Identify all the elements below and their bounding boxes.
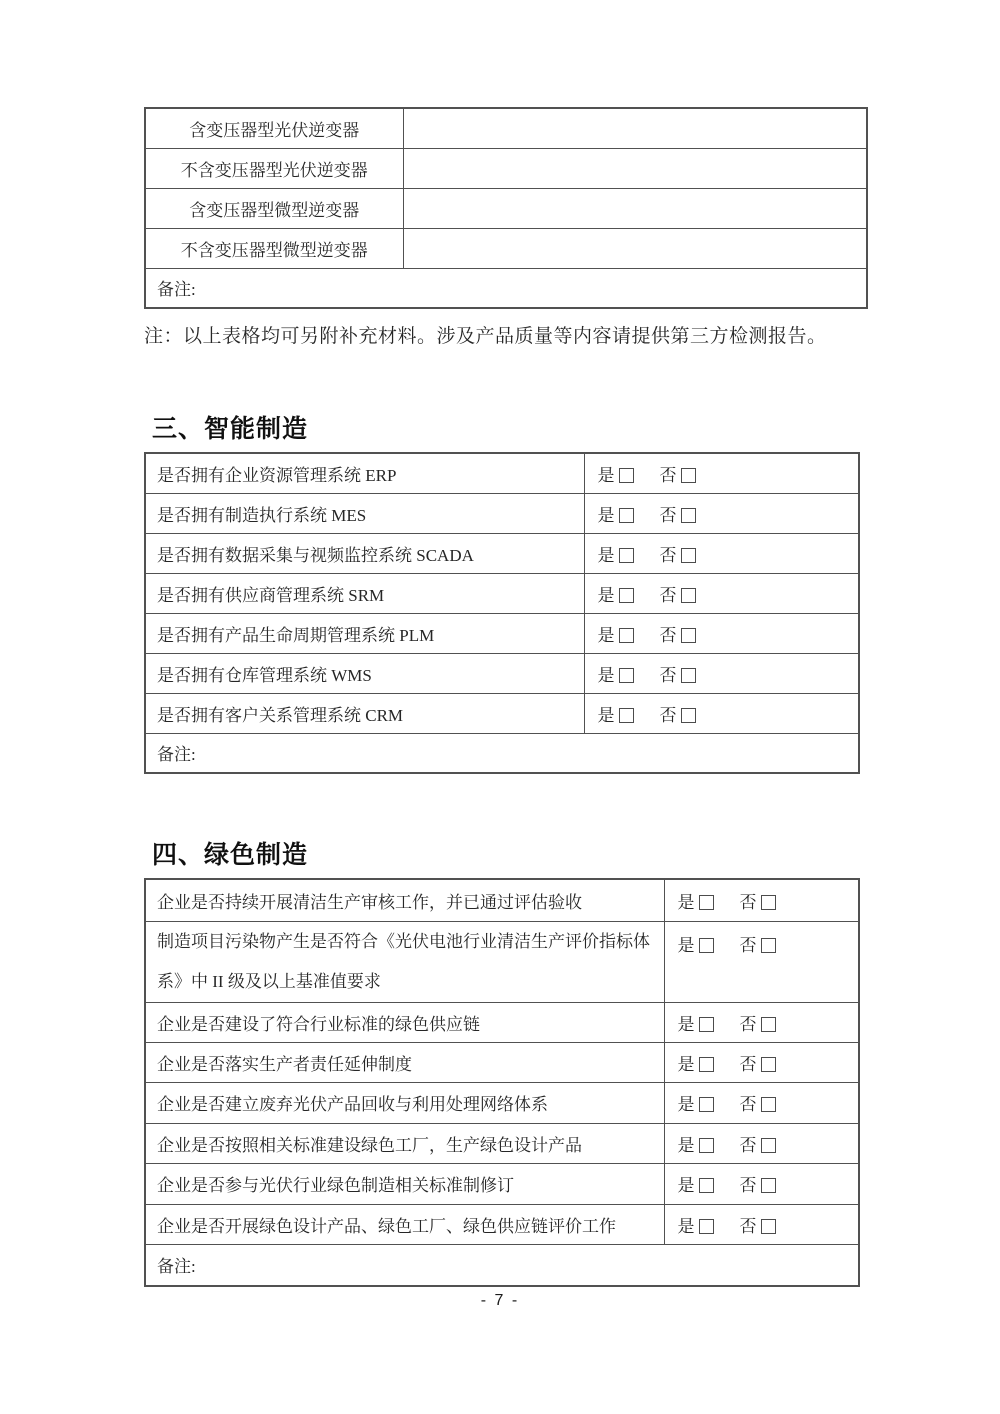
no-checkbox[interactable] <box>761 1017 776 1032</box>
yes-option <box>678 1212 714 1237</box>
answer-cell <box>664 921 859 1002</box>
product-label: 不含变压器型微型逆变器 <box>145 228 403 268</box>
yes-label: 是 <box>597 585 615 605</box>
answer-cell <box>584 693 859 733</box>
yes-checkbox[interactable] <box>699 1219 714 1234</box>
table-row <box>145 108 867 148</box>
question-row <box>145 533 859 573</box>
yes-option <box>598 461 634 486</box>
question-label: 是否拥有产品生命周期管理系统 PLM <box>145 613 584 653</box>
no-option <box>740 1010 776 1035</box>
no-option <box>740 1171 776 1196</box>
yes-option <box>678 1090 714 1115</box>
question-row <box>145 453 859 493</box>
no-option <box>660 661 696 686</box>
no-checkbox[interactable] <box>681 628 696 643</box>
question-label: 企业是否持续开展清洁生产审核工作，并已通过评估验收 <box>145 879 664 921</box>
yes-option <box>678 1050 714 1075</box>
smart-manufacturing-table <box>144 452 860 774</box>
yes-checkbox[interactable] <box>699 1017 714 1032</box>
no-label: 否 <box>659 625 677 645</box>
question-row <box>145 1163 859 1204</box>
question-row <box>145 1123 859 1163</box>
question-row <box>145 613 859 653</box>
product-value-cell[interactable] <box>403 188 867 228</box>
question-label: 是否拥有制造执行系统 MES <box>145 493 584 533</box>
yes-checkbox[interactable] <box>699 1097 714 1112</box>
answer-cell <box>584 573 859 613</box>
question-row <box>145 573 859 613</box>
no-option <box>740 1212 776 1237</box>
no-label: 否 <box>739 1095 757 1114</box>
product-label: 含变压器型微型逆变器 <box>145 188 403 228</box>
no-option <box>740 1131 776 1156</box>
answer-cell <box>584 453 859 493</box>
yes-option <box>598 661 634 686</box>
no-option <box>660 461 696 486</box>
no-checkbox[interactable] <box>761 1057 776 1072</box>
answer-cell <box>664 1163 859 1204</box>
table-row <box>145 148 867 188</box>
yes-label: 是 <box>597 545 615 565</box>
yes-checkbox[interactable] <box>699 938 714 953</box>
no-label: 否 <box>659 505 677 525</box>
answer-cell <box>664 1204 859 1244</box>
no-label: 否 <box>739 892 757 912</box>
yes-checkbox[interactable] <box>699 1178 714 1193</box>
no-option <box>740 1050 776 1075</box>
section-heading-green-manufacturing: 四、绿色制造 <box>152 841 309 869</box>
yes-label: 是 <box>677 1054 695 1074</box>
yes-checkbox[interactable] <box>619 468 634 483</box>
no-label: 否 <box>659 665 677 685</box>
question-label: 企业是否建设了符合行业标准的绿色供应链 <box>145 1002 664 1042</box>
product-label: 不含变压器型光伏逆变器 <box>145 148 403 188</box>
question-label: 是否拥有数据采集与视频监控系统 SCADA <box>145 533 584 573</box>
yes-option <box>598 581 634 606</box>
no-label: 否 <box>739 1054 757 1074</box>
no-label: 否 <box>659 465 677 485</box>
no-option <box>660 581 696 606</box>
answer-cell <box>584 493 859 533</box>
no-option <box>660 541 696 566</box>
no-option <box>660 501 696 526</box>
remark-row <box>145 1244 859 1286</box>
question-label: 企业是否开展绿色设计产品、绿色工厂、绿色供应链评价工作 <box>145 1204 664 1244</box>
yes-checkbox[interactable] <box>699 895 714 910</box>
table-row <box>145 228 867 268</box>
yes-checkbox[interactable] <box>619 668 634 683</box>
answer-cell <box>664 879 859 921</box>
no-checkbox[interactable] <box>681 548 696 563</box>
yes-checkbox[interactable] <box>699 1138 714 1153</box>
question-label: 是否拥有客户关系管理系统 CRM <box>145 693 584 733</box>
no-checkbox[interactable] <box>681 588 696 603</box>
question-row <box>145 1042 859 1082</box>
yes-label: 是 <box>677 1216 695 1236</box>
yes-label: 是 <box>677 1095 695 1114</box>
no-label: 否 <box>659 545 677 565</box>
remark-cell[interactable]: 备注: <box>145 268 867 308</box>
no-option <box>740 888 776 913</box>
remark-row <box>145 733 859 773</box>
yes-label: 是 <box>677 892 695 912</box>
yes-checkbox[interactable] <box>619 708 634 723</box>
question-row <box>145 921 859 1002</box>
no-label: 否 <box>739 1216 757 1236</box>
question-row <box>145 693 859 733</box>
product-table <box>144 107 868 309</box>
no-checkbox[interactable] <box>761 1178 776 1193</box>
yes-label: 是 <box>597 705 615 725</box>
question-label: 是否拥有仓库管理系统 WMS <box>145 653 584 693</box>
question-label: 是否拥有供应商管理系统 SRM <box>145 573 584 613</box>
yes-option <box>598 541 634 566</box>
yes-label: 是 <box>597 505 615 525</box>
product-label: 含变压器型光伏逆变器 <box>145 108 403 148</box>
product-value-cell[interactable] <box>403 228 867 268</box>
no-checkbox[interactable] <box>761 1219 776 1234</box>
no-checkbox[interactable] <box>681 508 696 523</box>
no-checkbox[interactable] <box>761 1138 776 1153</box>
question-row <box>145 653 859 693</box>
no-checkbox[interactable] <box>761 895 776 910</box>
question-row <box>145 1082 859 1123</box>
yes-option <box>598 501 634 526</box>
no-checkbox[interactable] <box>761 938 776 953</box>
answer-cell <box>664 1123 859 1163</box>
yes-label: 是 <box>597 465 615 485</box>
yes-option <box>678 931 714 956</box>
yes-option <box>598 621 634 646</box>
answer-cell <box>664 1002 859 1042</box>
no-option <box>660 701 696 726</box>
page-number: - 7 - <box>480 1292 520 1309</box>
green-manufacturing-table <box>144 878 860 1287</box>
yes-option <box>678 1171 714 1196</box>
answer-cell <box>584 533 859 573</box>
answer-cell <box>584 653 859 693</box>
product-value-cell[interactable] <box>403 148 867 188</box>
no-checkbox[interactable] <box>681 708 696 723</box>
yes-checkbox[interactable] <box>619 548 634 563</box>
answer-cell <box>664 1042 859 1082</box>
question-label: 企业是否建立废弃光伏产品回收与利用处理网络体系 <box>145 1082 664 1123</box>
section-heading-smart-manufacturing: 三、智能制造 <box>152 415 309 443</box>
yes-checkbox[interactable] <box>619 588 634 603</box>
no-label: 否 <box>739 1135 757 1155</box>
no-option <box>740 931 776 956</box>
yes-label: 是 <box>677 1014 695 1034</box>
yes-checkbox[interactable] <box>699 1057 714 1072</box>
table-note: 注：以上表格均可另附补充材料。涉及产品质量等内容请提供第三方检测报告。 <box>144 326 827 347</box>
yes-option <box>678 888 714 913</box>
question-label: 企业是否落实生产者责任延伸制度 <box>145 1042 664 1082</box>
yes-label: 是 <box>677 1135 695 1155</box>
remark-cell[interactable]: 备注: <box>145 733 859 773</box>
question-row <box>145 1002 859 1042</box>
question-row <box>145 879 859 921</box>
yes-label: 是 <box>677 935 695 955</box>
no-label: 否 <box>739 1014 757 1034</box>
table-row <box>145 188 867 228</box>
no-option <box>740 1090 776 1115</box>
question-label: 企业是否按照相关标准建设绿色工厂，生产绿色设计产品 <box>145 1123 664 1163</box>
answer-cell <box>664 1082 859 1123</box>
question-label: 制造项目污染物产生是否符合《光伏电池行业清洁生产评价指标体系》中 II 级及以上基准值要求 <box>145 921 664 1002</box>
yes-checkbox[interactable] <box>619 628 634 643</box>
no-option <box>660 621 696 646</box>
remark-row <box>145 268 867 308</box>
question-row <box>145 1204 859 1244</box>
yes-label: 是 <box>677 1176 695 1195</box>
no-label: 否 <box>739 935 757 955</box>
yes-checkbox[interactable] <box>619 508 634 523</box>
yes-option <box>678 1010 714 1035</box>
product-value-cell[interactable] <box>403 108 867 148</box>
no-checkbox[interactable] <box>681 468 696 483</box>
question-label: 是否拥有企业资源管理系统 ERP <box>145 453 584 493</box>
no-label: 否 <box>739 1176 757 1195</box>
yes-label: 是 <box>597 665 615 685</box>
no-checkbox[interactable] <box>681 668 696 683</box>
question-label: 企业是否参与光伏行业绿色制造相关标准制修订 <box>145 1163 664 1204</box>
yes-option <box>678 1131 714 1156</box>
yes-label: 是 <box>597 625 615 645</box>
answer-cell <box>584 613 859 653</box>
no-label: 否 <box>659 705 677 725</box>
yes-option <box>598 701 634 726</box>
no-label: 否 <box>659 585 677 605</box>
question-row <box>145 493 859 533</box>
remark-cell[interactable]: 备注: <box>145 1244 859 1286</box>
no-checkbox[interactable] <box>761 1097 776 1112</box>
